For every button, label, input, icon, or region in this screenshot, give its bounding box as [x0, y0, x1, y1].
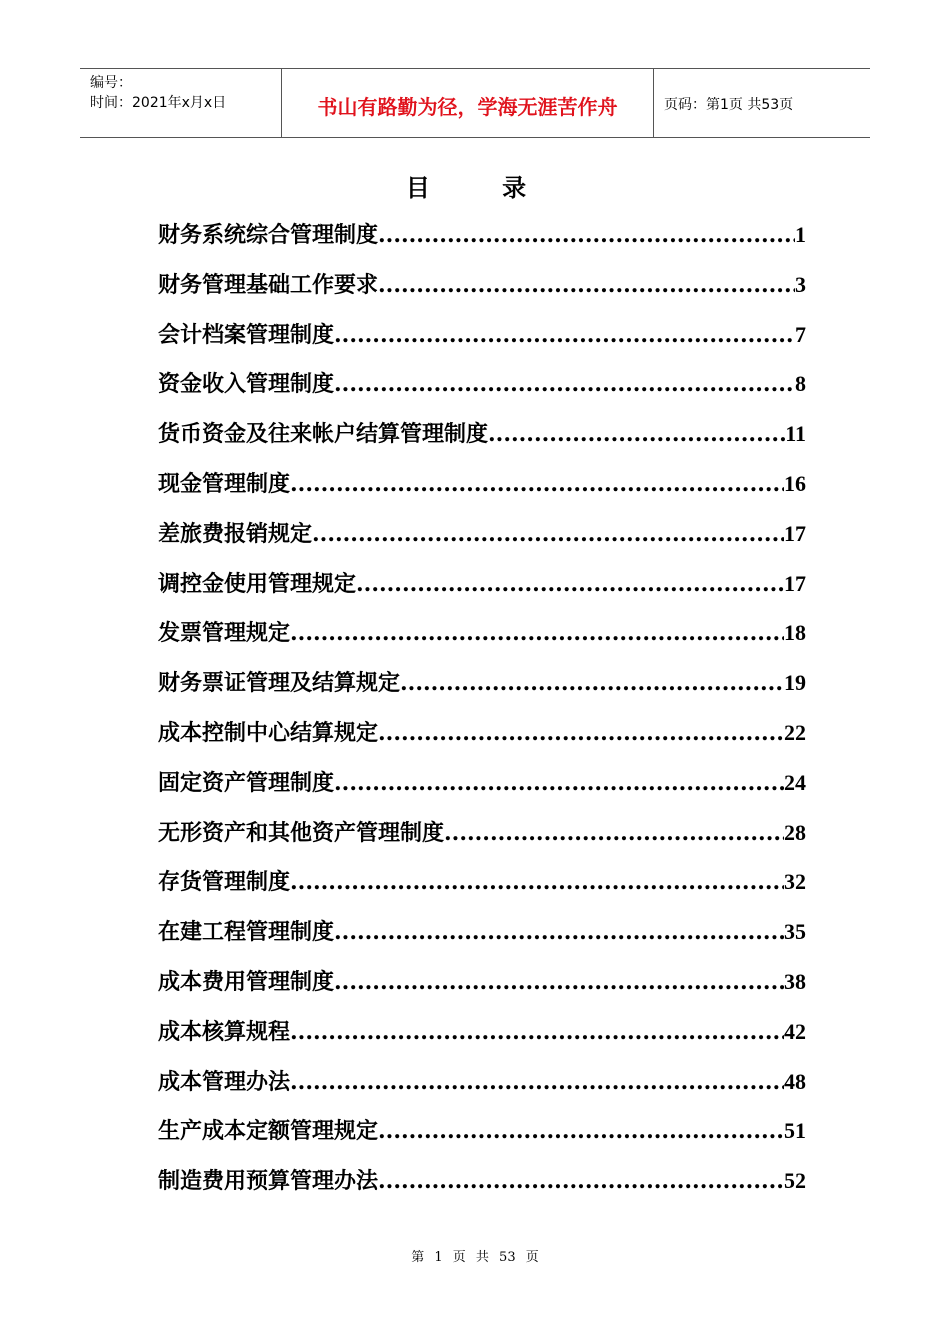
toc-dot-leader — [378, 261, 795, 311]
toc-entry[interactable] — [158, 459, 806, 509]
toc-entry-page: 19 — [784, 670, 806, 696]
toc-entry-page: 17 — [784, 570, 806, 596]
toc-entry[interactable] — [158, 957, 806, 1007]
toc-entry[interactable] — [158, 359, 806, 409]
toc-entry-label: 财务票证管理及结算规定 — [158, 670, 401, 697]
toc-entry-label: 现金管理制度 — [158, 470, 291, 497]
toc-entry-page: 28 — [784, 819, 806, 845]
toc-dot-leader — [356, 560, 784, 610]
toc-entry-page: 51 — [784, 1118, 806, 1144]
toc-entry-page: 48 — [784, 1068, 806, 1094]
toc-dot-leader — [444, 809, 784, 859]
toc-dot-leader — [400, 659, 784, 709]
toc-entry-label: 成本费用管理制度 — [158, 968, 335, 995]
toc-entry-label: 成本控制中心结算规定 — [158, 719, 379, 746]
toc-entry[interactable] — [158, 409, 806, 459]
toc-dot-leader — [334, 759, 784, 809]
toc-entry-page: 42 — [784, 1018, 806, 1044]
toc-title: 目 录 — [405, 173, 559, 202]
toc-dot-leader — [334, 908, 784, 958]
toc-entry-label: 财务系统综合管理制度 — [158, 222, 379, 248]
toc-entry[interactable] — [158, 310, 806, 360]
table-of-contents — [158, 210, 806, 1206]
header-motto: 书山有路勤为径，学海无涯苦作舟 — [282, 69, 654, 137]
toc-entry-page: 35 — [784, 919, 806, 945]
toc-dot-leader — [378, 211, 795, 261]
toc-dot-leader — [312, 510, 784, 560]
toc-dot-leader — [378, 1107, 784, 1157]
toc-dot-leader — [488, 410, 785, 460]
toc-entry-page: 32 — [784, 869, 806, 895]
toc-entry[interactable] — [158, 608, 806, 658]
toc-entry-label: 资金收入管理制度 — [158, 371, 335, 398]
document-date: 时间：2021年x月x日 — [90, 95, 227, 111]
toc-entry-page: 3 — [795, 271, 806, 297]
toc-entry[interactable] — [158, 210, 806, 260]
toc-entry-page: 7 — [795, 321, 806, 347]
toc-entry-page: 8 — [795, 371, 806, 397]
page-footer: 第 1 页 共 53 页 — [411, 1250, 539, 1265]
toc-dot-leader — [290, 858, 784, 908]
toc-entry-page: 18 — [784, 620, 806, 646]
toc-entry-label: 成本核算规程 — [158, 1018, 291, 1045]
toc-entry[interactable] — [158, 1156, 806, 1206]
document-number: 编号： — [90, 75, 132, 91]
toc-entry-page: 17 — [784, 520, 806, 546]
toc-entry[interactable] — [158, 1106, 806, 1156]
toc-entry-label: 成本管理办法 — [158, 1068, 291, 1095]
toc-entry[interactable] — [158, 808, 806, 858]
toc-entry-label: 发票管理规定 — [158, 620, 291, 647]
toc-entry-page: 52 — [784, 1168, 806, 1194]
toc-dot-leader — [334, 311, 795, 361]
toc-entry[interactable] — [158, 857, 806, 907]
toc-entry[interactable] — [158, 509, 806, 559]
toc-entry[interactable] — [158, 1057, 806, 1107]
header-meta — [80, 69, 282, 137]
toc-entry-page: 11 — [785, 421, 806, 447]
toc-dot-leader — [378, 1157, 784, 1207]
toc-entry-label: 生产成本定额管理规定 — [158, 1118, 379, 1145]
toc-entry[interactable] — [158, 260, 806, 310]
toc-dot-leader — [290, 1008, 784, 1058]
toc-dot-leader — [290, 1058, 784, 1108]
toc-entry-label: 财务管理基础工作要求 — [158, 271, 379, 298]
toc-dot-leader — [378, 709, 784, 759]
toc-entry-label: 差旅费报销规定 — [158, 520, 313, 547]
toc-entry-page: 1 — [795, 222, 806, 247]
toc-entry-label: 固定资产管理制度 — [158, 769, 335, 796]
toc-dot-leader — [334, 958, 784, 1008]
toc-entry-label: 存货管理制度 — [158, 869, 291, 896]
toc-entry[interactable] — [158, 559, 806, 609]
header-page-info: 页码：第1页 共53页 — [664, 97, 794, 113]
toc-dot-leader — [290, 460, 784, 510]
toc-entry-label: 调控金使用管理规定 — [158, 570, 357, 597]
toc-entry-label: 无形资产和其他资产管理制度 — [158, 819, 445, 846]
toc-entry[interactable] — [158, 907, 806, 957]
toc-entry[interactable] — [158, 658, 806, 708]
toc-entry-page: 38 — [784, 968, 806, 994]
toc-entry[interactable] — [158, 758, 806, 808]
toc-entry-page: 22 — [784, 719, 806, 745]
toc-entry-page: 16 — [784, 470, 806, 496]
toc-entry-label: 会计档案管理制度 — [158, 321, 335, 348]
toc-dot-leader — [334, 360, 795, 410]
toc-entry[interactable] — [158, 708, 806, 758]
toc-entry-label: 货币资金及往来帐户结算管理制度 — [158, 421, 489, 448]
toc-entry-label: 制造费用预算管理办法 — [158, 1168, 379, 1195]
toc-entry-label: 在建工程管理制度 — [158, 919, 335, 946]
toc-entry[interactable] — [158, 1007, 806, 1057]
toc-dot-leader — [290, 609, 784, 659]
toc-entry-page: 24 — [784, 769, 806, 795]
document-header — [80, 68, 870, 138]
